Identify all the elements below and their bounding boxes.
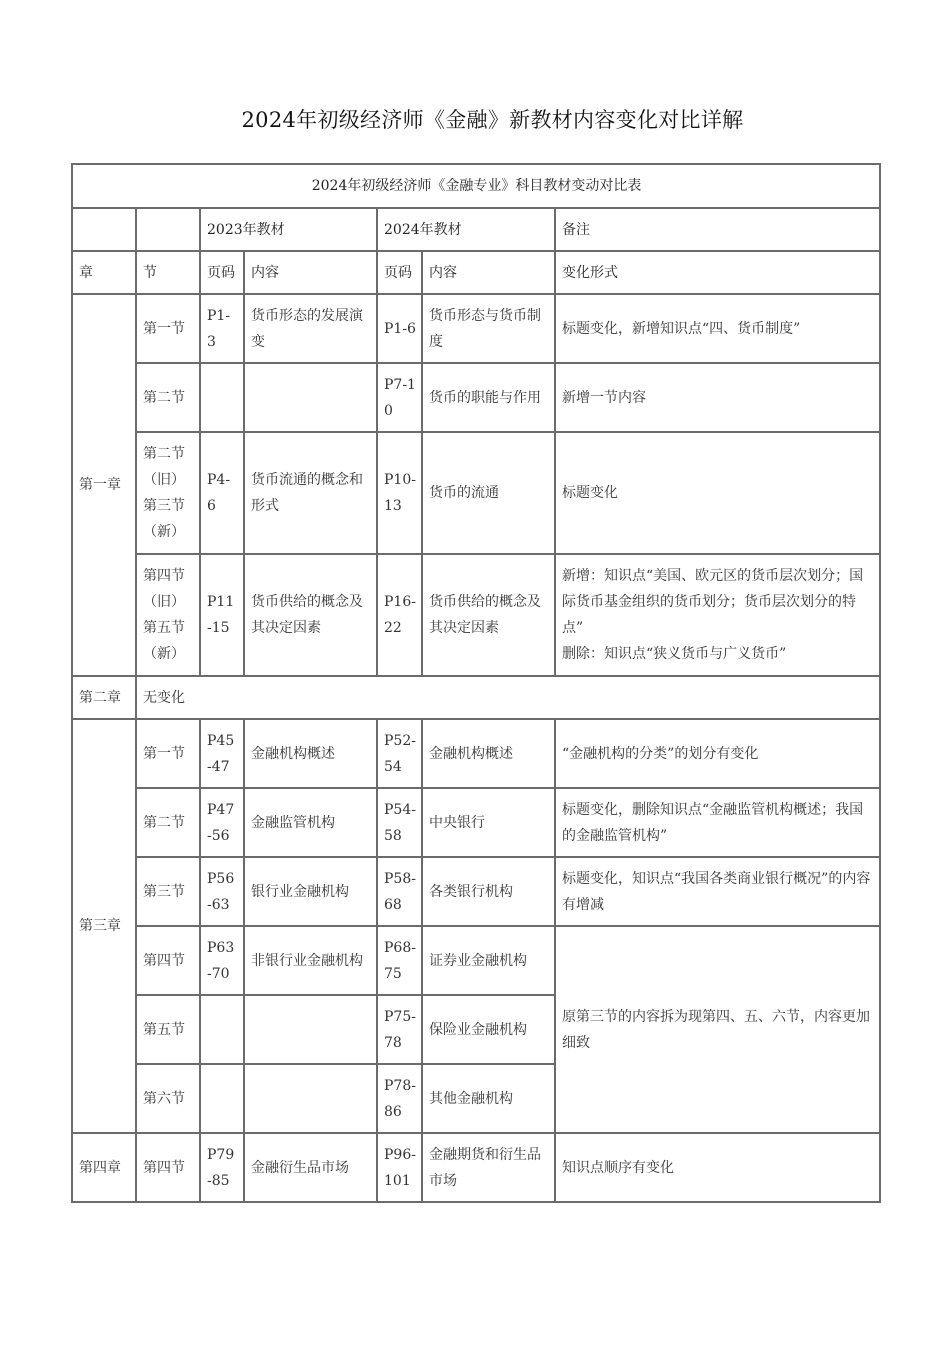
content-2024-cell: 保险业金融机构 [422,995,555,1064]
page-2024-cell: P7-10 [377,363,422,432]
page-2024-cell: P68-75 [377,926,422,995]
change-cell: 标题变化，知识点“我国各类商业银行概况”的内容有增减 [555,857,880,926]
chapter-cell: 第一章 [72,294,136,676]
page-2024-cell: P96-101 [377,1133,422,1202]
content-2023-cell: 货币形态的发展演变 [244,294,377,363]
page-2023-cell [200,363,244,432]
edition-2024-header: 2024年教材 [377,208,555,251]
page-2024-cell: P78-86 [377,1064,422,1133]
content-2023-header: 内容 [244,251,377,294]
content-2024-cell: 货币的职能与作用 [422,363,555,432]
page-2023-cell: P79-85 [200,1133,244,1202]
chapter-cell: 第四章 [72,1133,136,1202]
content-2023-cell: 银行业金融机构 [244,857,377,926]
section-cell: 第四节 [136,1133,200,1202]
table-row [72,676,880,719]
section-cell: 第四节 [136,926,200,995]
content-2023-cell [244,1064,377,1133]
page-2023-cell [200,995,244,1064]
section-cell: 第四节（旧）第五节（新） [136,554,200,676]
page-2023-cell: P4-6 [200,432,244,554]
page-2024-cell: P54-58 [377,788,422,857]
content-2023-cell: 货币供给的概念及其决定因素 [244,554,377,676]
page-2023-cell: P45-47 [200,719,244,788]
change-cell: 标题变化，删除知识点“金融监管机构概述；我国的金融监管机构” [555,788,880,857]
change-cell: “金融机构的分类”的划分有变化 [555,719,880,788]
change-type-header: 变化形式 [555,251,880,294]
content-2024-cell: 货币供给的概念及其决定因素 [422,554,555,676]
table-row [72,432,880,554]
edition-2023-header: 2023年教材 [200,208,377,251]
change-cell: 原第三节的内容拆为现第四、五、六节，内容更加细致 [555,926,880,1133]
content-2023-cell [244,363,377,432]
page-2023-header: 页码 [200,251,244,294]
blank-cell [72,208,136,251]
content-2023-cell: 非银行业金融机构 [244,926,377,995]
section-cell: 第一节 [136,719,200,788]
change-removed-text: 删除：知识点“狭义货币与广义货币” [562,646,787,662]
table-row [72,363,880,432]
page-2023-cell: P11-15 [200,554,244,676]
section-cell: 第二节 [136,363,200,432]
page-2023-cell: P63-70 [200,926,244,995]
page-2024-cell: P58-68 [377,857,422,926]
page-2024-cell: P16-22 [377,554,422,676]
page-2024-header: 页码 [377,251,422,294]
section-header: 节 [136,251,200,294]
change-cell: 标题变化，新增知识点“四、货币制度” [555,294,880,363]
chapter-cell: 第二章 [72,676,136,719]
section-cell: 第六节 [136,1064,200,1133]
table-row [72,788,880,857]
table-row [72,857,880,926]
content-2024-cell: 中央银行 [422,788,555,857]
content-2024-cell: 货币形态与货币制度 [422,294,555,363]
content-2023-cell: 金融监管机构 [244,788,377,857]
change-cell: 标题变化 [555,432,880,554]
content-2023-cell: 金融衍生品市场 [244,1133,377,1202]
content-2023-cell: 货币流通的概念和形式 [244,432,377,554]
content-2024-cell: 货币的流通 [422,432,555,554]
chapter-cell: 第三章 [72,719,136,1133]
content-2024-cell: 金融期货和衍生品市场 [422,1133,555,1202]
page-2023-cell: P1-3 [200,294,244,363]
page-2024-cell: P75-78 [377,995,422,1064]
change-added-text: 新增：知识点“美国、欧元区的货币层次划分；国际货币基金组织的货币划分；货币层次划分的特点” [562,568,864,636]
table-row [72,719,880,788]
change-cell: 知识点顺序有变化 [555,1133,880,1202]
caption-row [72,164,880,208]
page-2024-cell: P10-13 [377,432,422,554]
table-row [72,294,880,363]
table-row [72,926,880,995]
document-title: 2024年初级经济师《金融》新教材内容变化对比详解 [241,108,744,132]
content-2024-header: 内容 [422,251,555,294]
change-cell [555,554,880,676]
content-2024-cell: 金融机构概述 [422,719,555,788]
page-2023-cell: P56-63 [200,857,244,926]
remarks-header: 备注 [555,208,880,251]
page-2023-cell [200,1064,244,1133]
section-cell: 第二节（旧）第三节（新） [136,432,200,554]
page-2024-cell: P52-54 [377,719,422,788]
page-2023-cell: P47-56 [200,788,244,857]
edition-header-row [72,208,880,251]
comparison-table [71,163,881,1203]
chapter-header: 章 [72,251,136,294]
section-cell: 第二节 [136,788,200,857]
blank-cell [136,208,200,251]
content-2024-cell: 各类银行机构 [422,857,555,926]
table-caption: 2024年初级经济师《金融专业》科目教材变动对比表 [72,164,880,208]
content-2024-cell: 其他金融机构 [422,1064,555,1133]
section-cell: 第五节 [136,995,200,1064]
content-2023-cell: 金融机构概述 [244,719,377,788]
section-cell: 第一节 [136,294,200,363]
no-change-cell: 无变化 [136,676,880,719]
page-2024-cell: P1-6 [377,294,422,363]
content-2023-cell [244,995,377,1064]
content-2024-cell: 证券业金融机构 [422,926,555,995]
change-cell: 新增一节内容 [555,363,880,432]
table-row [72,554,880,676]
table-row [72,1133,880,1202]
section-cell: 第三节 [136,857,200,926]
column-header-row [72,251,880,294]
